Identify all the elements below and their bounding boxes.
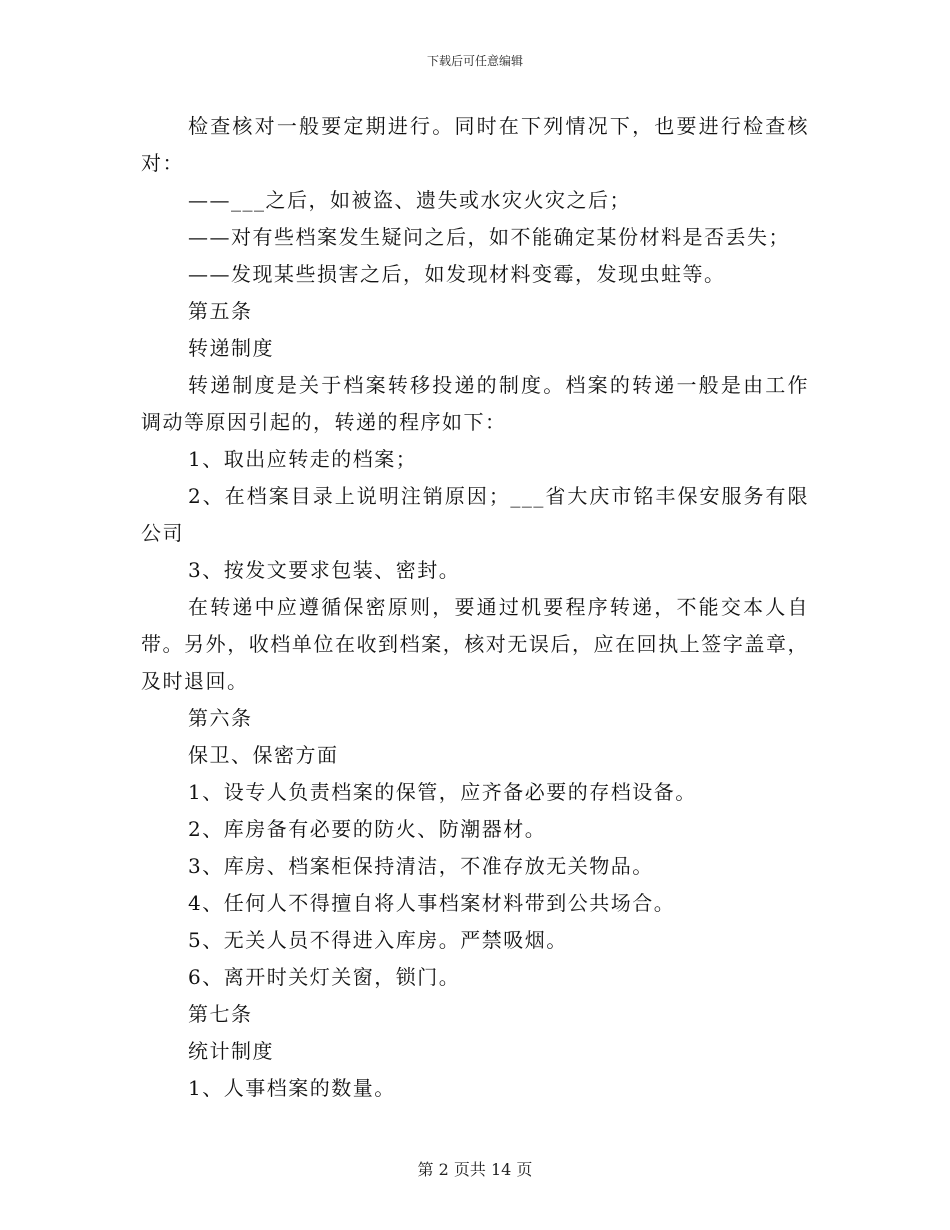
paragraph: 在转递中应遵循保密原则，要通过机要程序转递，不能交本人自带。另外，收档单位在收到档案，核对无误后，应在回执上签字盖章，及时退回。 [141, 595, 809, 693]
page-header: 下载后可任意编辑 [426, 54, 523, 68]
section-title: 转递制度 [188, 336, 274, 360]
paragraph: 检查核对一般要定期进行。同时在下列情况下，也要进行检查核对： [141, 114, 809, 175]
list-item: 1、取出应转走的档案； [188, 447, 418, 471]
list-item: 2、库房备有必要的防火、防潮器材。 [188, 817, 547, 841]
list-item: 4、任何人不得擅自将人事档案材料带到公共场合。 [188, 891, 676, 915]
list-item: 1、设专人负责档案的保管，应齐备必要的存档设备。 [188, 780, 697, 804]
list-item: 2、在档案目录上说明注销原因；___省大庆市铭丰保安服务有限公司 [141, 484, 809, 545]
list-item: 3、按发文要求包装、密封。 [188, 558, 461, 582]
list-item: 1、人事档案的数量。 [188, 1076, 396, 1100]
section-heading: 第五条 [188, 299, 253, 323]
paragraph: 转递制度是关于档案转移投递的制度。档案的转递一般是由工作调动等原因引起的，转递的程序如下： [141, 373, 809, 434]
section-heading: 第六条 [188, 706, 253, 730]
section-title: 保卫、保密方面 [188, 743, 339, 767]
paragraph: ——发现某些损害之后，如发现材料变霉，发现虫蛀等。 [188, 262, 726, 286]
list-item: 6、离开时关灯关窗，锁门。 [188, 965, 461, 989]
paragraph: ——对有些档案发生疑问之后，如不能确定某份材料是否丢失； [188, 225, 790, 249]
list-item: 3、库房、档案柜保持清洁，不准存放无关物品。 [188, 854, 654, 878]
page-footer: 第 2 页共 14 页 [417, 1160, 533, 1179]
section-heading: 第七条 [188, 1002, 253, 1026]
document-body [141, 108, 809, 1107]
section-title: 统计制度 [188, 1039, 274, 1063]
paragraph: ——___之后，如被盗、遗失或水灾火灾之后； [188, 188, 631, 212]
list-item: 5、无关人员不得进入库房。严禁吸烟。 [188, 928, 568, 952]
